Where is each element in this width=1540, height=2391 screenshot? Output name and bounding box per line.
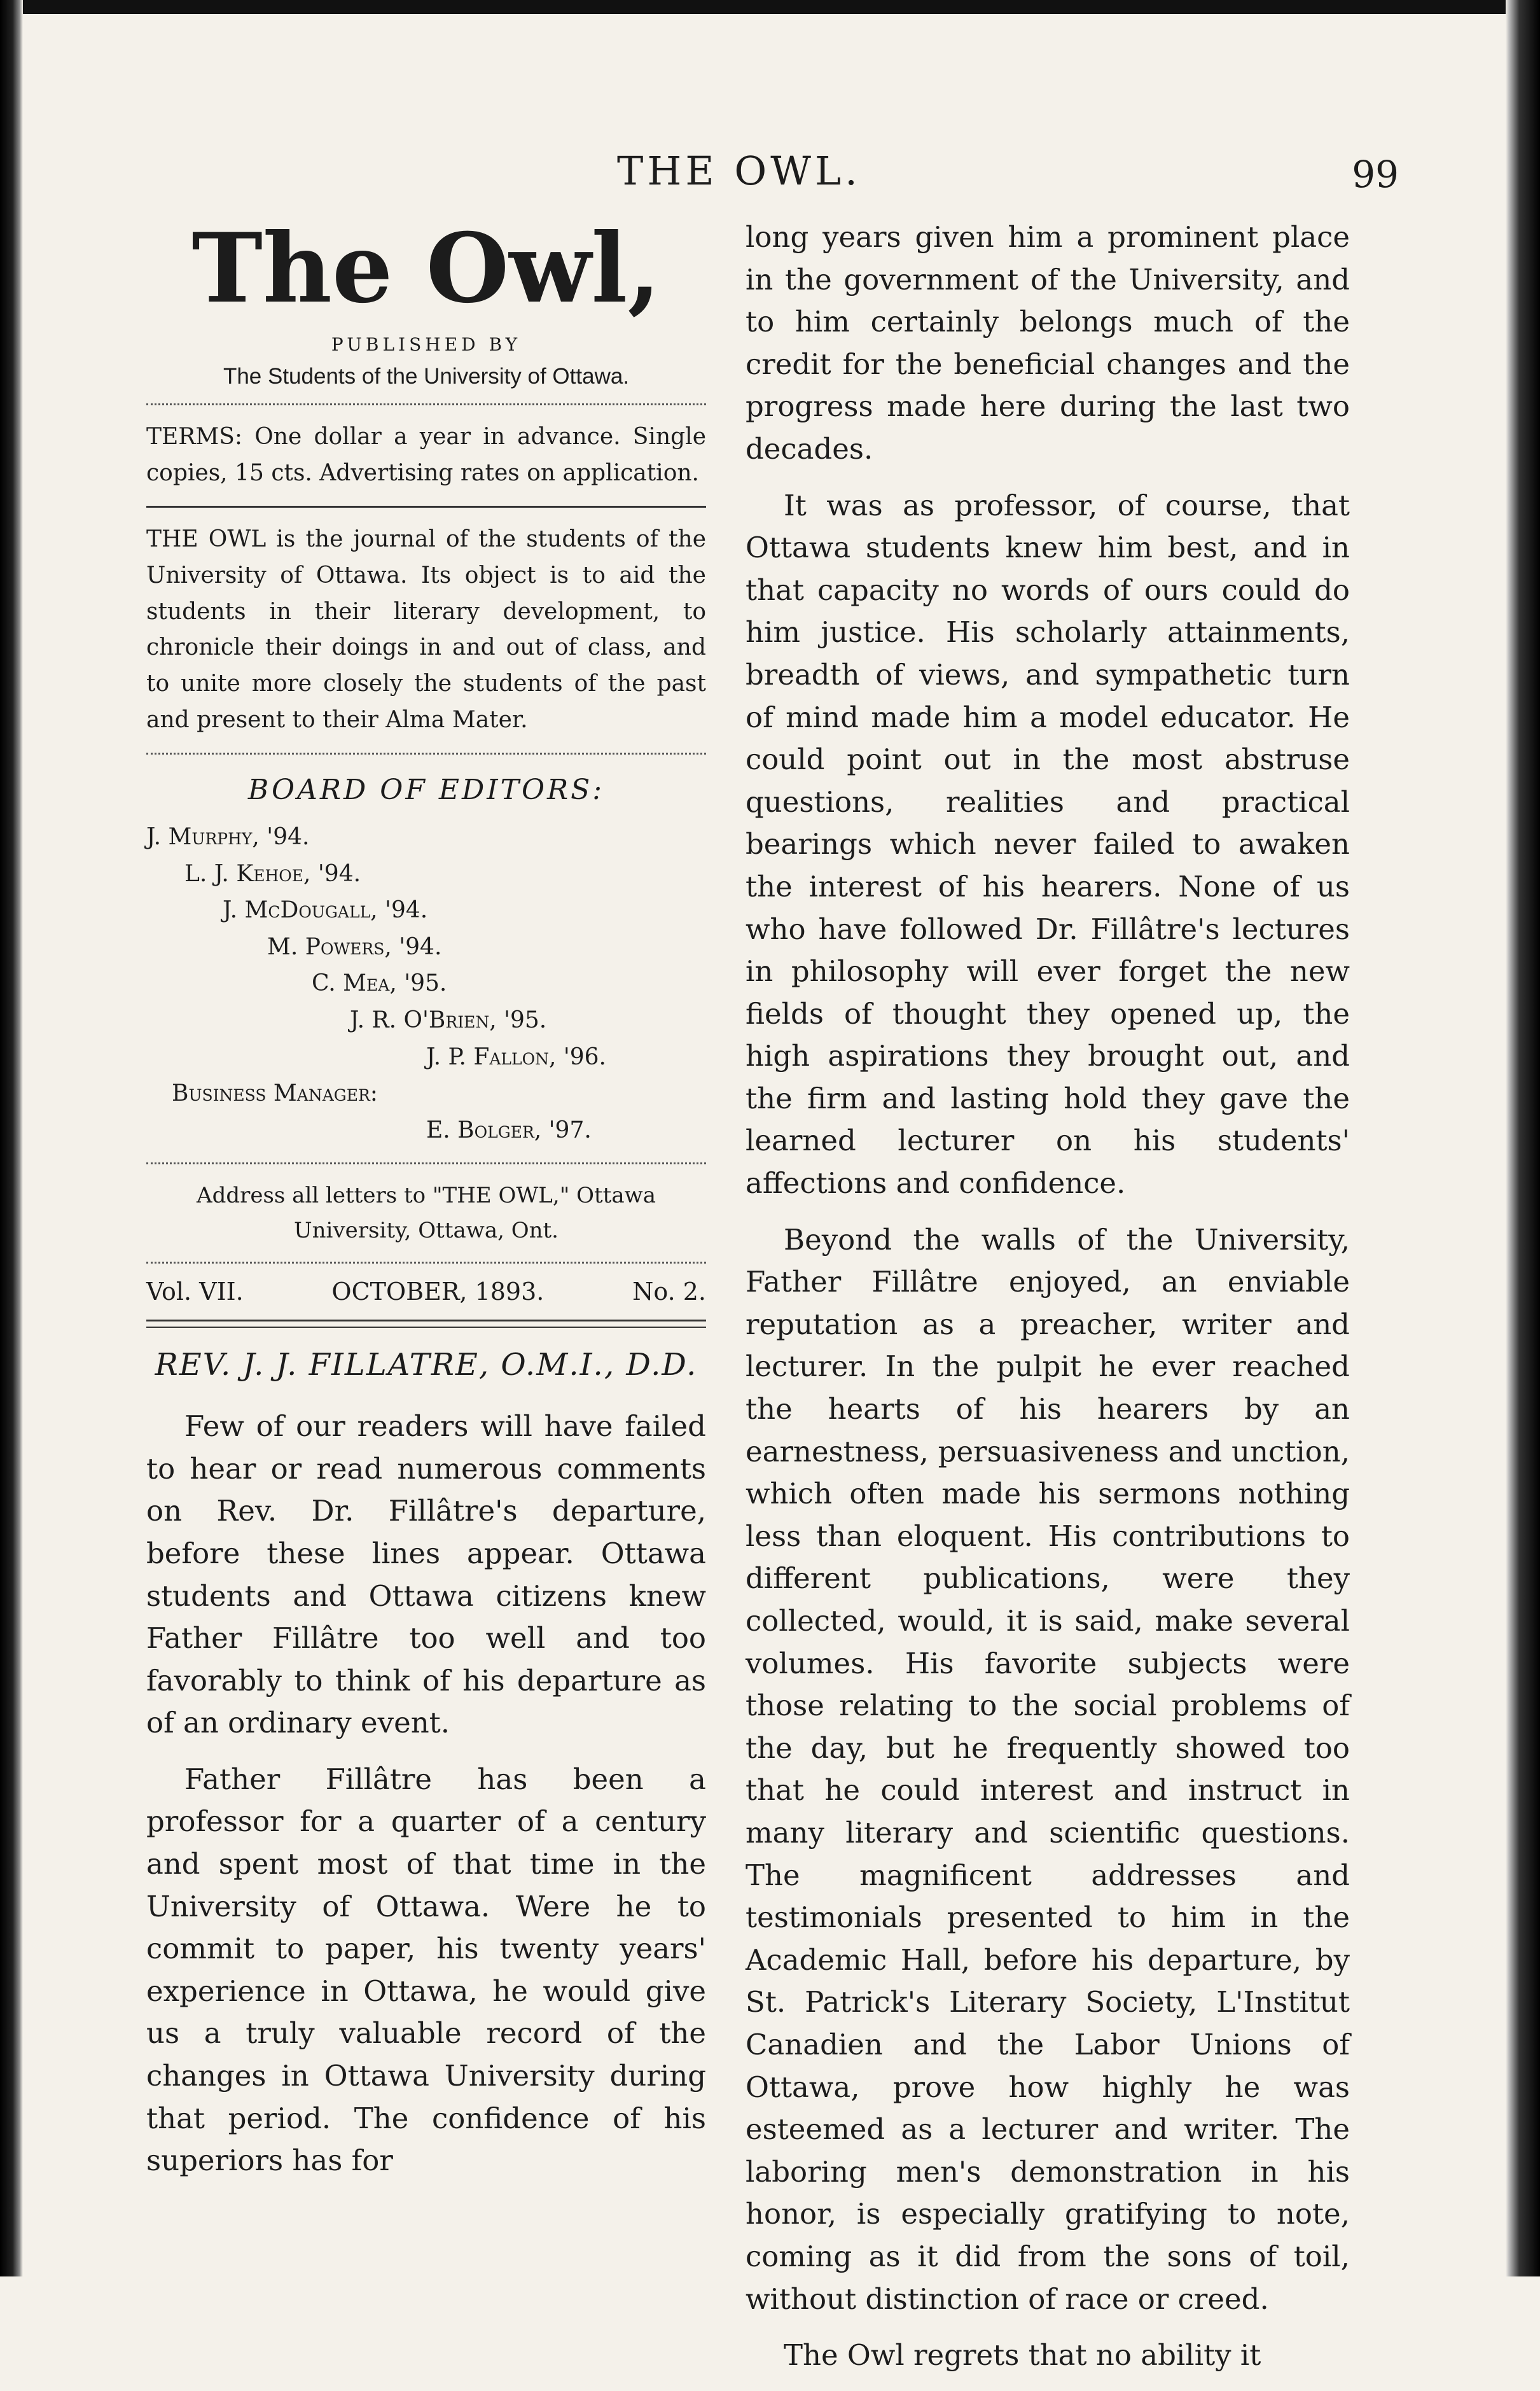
issue-number: No. 2.: [632, 1278, 706, 1306]
issue-date: OCTOBER, 1893.: [331, 1278, 545, 1306]
paragraph: long years given him a prominent place in the government of the University, and to him certainly belongs much of the credit for the beneficial changes and the progress made here during the last two decades.: [746, 220, 1350, 466]
publisher: The Students of the University of Ottawa.: [223, 364, 630, 389]
editor-name: C. Mea, '95.: [312, 970, 447, 997]
volume: Vol. VII.: [146, 1278, 244, 1306]
address-line-1: Address all letters to "THE OWL," Ottawa: [197, 1183, 656, 1209]
editor-name: J. Murphy, '94.: [146, 824, 310, 850]
editor-name: J. R. O'Brien, '95.: [350, 1007, 547, 1033]
paragraph: It was as professor, of course, that Ottawa students knew him best, and in that capacity no words of ours could do him justice. His scholarly attainments, breadth of views, and sympathetic turn of mind made him a model educator. He could point out in the most abstruse questions, realities and practical bearings which never failed to awaken the interest of his hearers. None of us who have followed Dr. Fillâtre's lectures in philosophy will ever forget the new fields of thought they opened up, the high aspirations they brought out, and the firm and lasting hold they gave the learned lecturer on his students' affections and confidence.: [746, 488, 1350, 1201]
board-heading: BOARD OF EDITORS:: [247, 774, 605, 806]
editor-name: J. McDougall, '94.: [223, 897, 428, 924]
editor-list: [146, 819, 706, 1148]
about-text: THE OWL is the journal of the students of the University of Ottawa. Its object is to aid the students in their literary development, to chronicle their doings in and out of class, and to unite more closely the students of the past and present to their Alma Mater.: [146, 526, 706, 734]
business-manager-label: Business Manager:: [172, 1080, 378, 1107]
divider: [146, 1262, 706, 1264]
paragraph: Father Fillâtre has been a professor for a quarter of a century and spent most of that time in the University of Ottawa. Were he to commit to paper, his twenty years' experience in Ottawa, he would give us a truly valuable record of the changes in Ottawa University during that period. The confidence of his superiors has for: [146, 1762, 706, 2178]
right-column: [746, 216, 1350, 2391]
left-column: [146, 213, 706, 2196]
masthead-title: The Owl,: [191, 213, 661, 324]
address-line-2: University, Ottawa, Ont.: [293, 1217, 558, 1243]
running-head: THE OWL.: [617, 148, 861, 194]
issue-line: [146, 1278, 706, 1306]
editor-name: M. Powers, '94.: [267, 933, 442, 960]
editor-name: J. P. Fallon, '96.: [426, 1043, 606, 1070]
paragraph: Few of our readers will have failed to hear or read numerous comments on Rev. Dr. Fillâtre's departure, before these lines appear. Ottawa students and Ottawa citizens knew Father Fillâtre too well and too favorably to think of his departure as of an ordinary event.: [146, 1409, 706, 1740]
paragraph: The Owl regrets that no ability it: [784, 2338, 1261, 2373]
divider: [146, 1320, 706, 1328]
article-title: REV. J. J. FILLATRE, O.M.I., D.D.: [155, 1347, 698, 1383]
page-number: 99: [1352, 153, 1399, 196]
article-body-right: [746, 216, 1350, 2377]
scan-top-edge: [0, 0, 1540, 14]
business-manager: E. Bolger, '97.: [426, 1117, 592, 1143]
editor-name: L. J. Kehoe, '94.: [184, 860, 361, 887]
paragraph: Beyond the walls of the University, Father Fillâtre enjoyed, an enviable reputation as a preacher, writer and lecturer. In the pulpit he ever reached the hearts of his hearers by an earnestness, persuasiveness and unction, which often made his sermons nothing less than eloquent. His contributions to different publications, were they collected, would, it is said, make several volumes. His favorite subjects were those relating to the social problems of the day, but he frequently showed too that he could interest and instruct in many literary and scientific questions. The magnificent addresses and testimonials presented to him in the Academic Hall, before his departure, by St. Patrick's Literary Society, L'Institut Canadien and the Labor Unions of Ottawa, prove how highly he was esteemed as a lecturer and writer. The laboring men's demonstration in his honor, is especially gratifying to note, coming as it did from the sons of toil, without distinction of race or creed.: [746, 1222, 1350, 2316]
divider: [146, 753, 706, 755]
published-by: PUBLISHED BY: [331, 334, 522, 355]
divider: [146, 506, 706, 508]
article-body-left: [146, 1405, 706, 2182]
scan-left-edge: [0, 0, 23, 2276]
divider: [146, 403, 706, 405]
scan-right-edge: [1506, 0, 1540, 2276]
divider: [146, 1162, 706, 1164]
terms: TERMS: One dollar a year in advance. Single copies, 15 cts. Advertising rates on application.: [146, 424, 706, 486]
